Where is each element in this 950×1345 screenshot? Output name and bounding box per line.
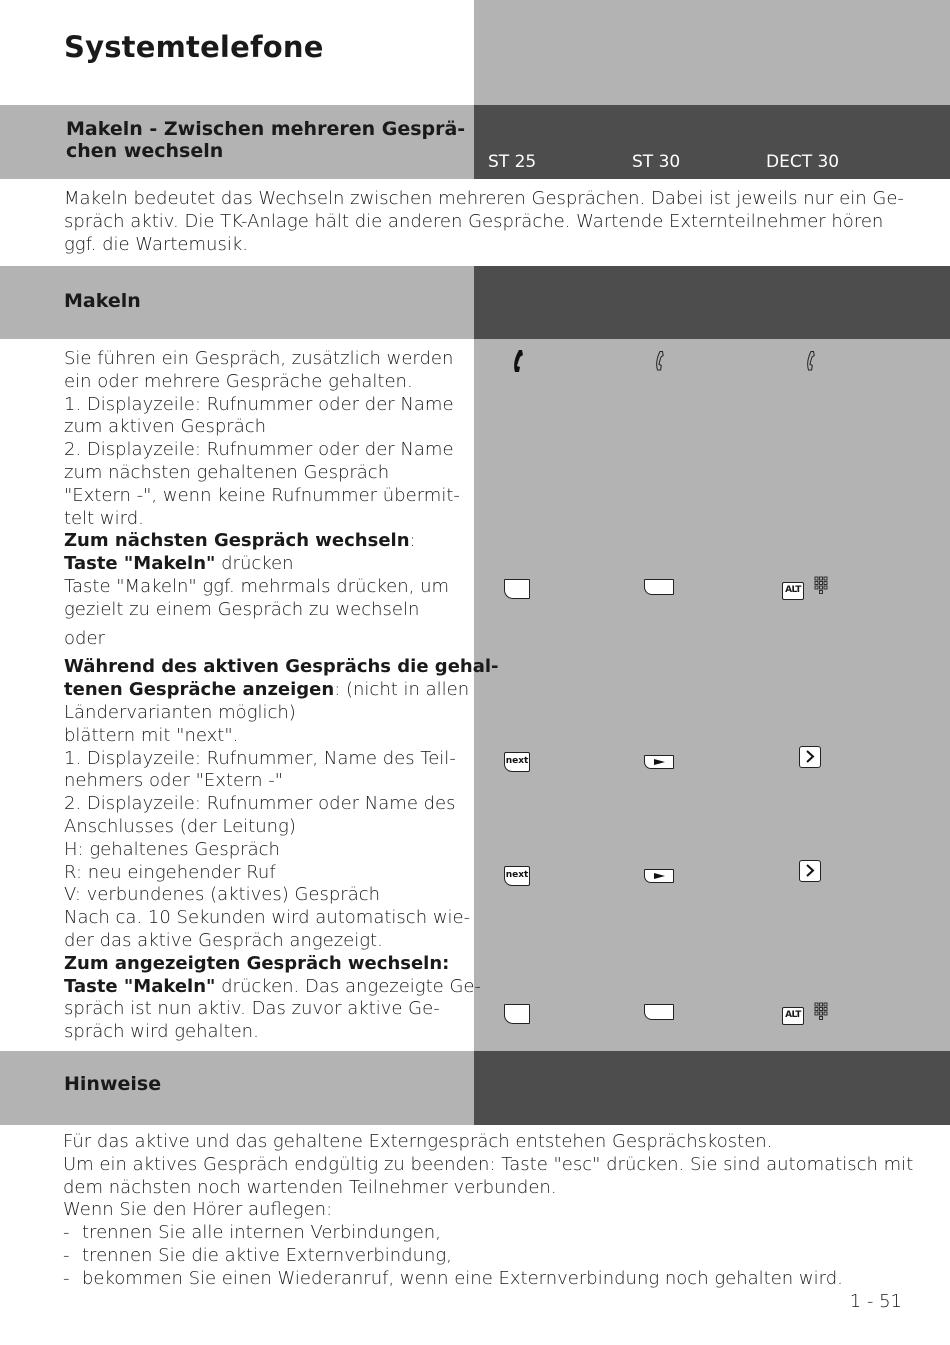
bullet-item	[63, 1222, 913, 1245]
bullet-text: trennen Sie die aktive Externverbindung,	[82, 1244, 452, 1266]
makeln-line	[64, 530, 474, 553]
next-key-icon: next	[504, 866, 530, 886]
text: :	[409, 530, 416, 552]
makeln-line: spräch wird gehalten.	[64, 1021, 259, 1043]
intro-line: ggf. die Wartemusik.	[64, 233, 248, 255]
arrow-right-key-icon	[644, 869, 674, 883]
chevron-right-key-icon	[799, 860, 821, 882]
section-heading-line2: chen wechseln	[66, 140, 224, 162]
hinweise-line: Wenn Sie den Hörer auflegen:	[63, 1199, 333, 1221]
hinweise-line: Um ein aktives Gespräch endgültig zu beenden: Taste "esc" drücken. Sie sind automatisch mit	[63, 1153, 914, 1175]
makeln-line: gezielt zu einem Gespräch zu wechseln	[64, 598, 420, 620]
makeln-icon-column	[474, 339, 950, 1051]
makeln-key-icon	[504, 1004, 530, 1024]
makeln-line: blättern mit "next".	[64, 724, 239, 746]
keypad-icon	[814, 576, 828, 596]
next-key-icon: next	[504, 752, 530, 772]
arrow-right-key-icon	[644, 755, 674, 769]
makeln-line: H: gehaltenes Gespräch	[64, 838, 280, 860]
makeln-key-icon	[504, 579, 530, 599]
handset-outline-icon	[803, 350, 817, 372]
section-heading-line1: Makeln - Zwischen mehreren Gesprä-	[66, 118, 466, 140]
makeln-line	[64, 656, 499, 679]
makeln-heading: Makeln	[64, 290, 141, 312]
makeln-line: Nach ca. 10 Sekunden wird automatisch wie-	[64, 907, 471, 929]
makeln-line: telt wird.	[64, 507, 144, 529]
bullet-text: bekommen Sie einen Wiederanruf, wenn eine Externverbindung noch gehalten wird.	[82, 1267, 843, 1289]
section-heading	[66, 118, 465, 162]
model-label-st30: ST 30	[632, 152, 681, 172]
makeln-line: zum aktiven Gespräch	[64, 416, 267, 438]
makeln-line: V: verbundenes (aktives) Gespräch	[64, 884, 381, 906]
chevron-right-key-icon	[799, 746, 821, 768]
makeln-line: ein oder mehrere Gespräche gehalten.	[64, 370, 413, 392]
text: drücken	[215, 553, 294, 575]
bold-label: Während des aktiven Gesprächs die gehal-	[64, 656, 499, 678]
makeln-key-icon	[644, 579, 674, 595]
alt-key-icon: ALT	[782, 1007, 804, 1025]
alt-key-icon: ALT	[782, 582, 804, 600]
model-label-dect30: DECT 30	[766, 152, 840, 172]
bullet-marker: -	[63, 1267, 70, 1289]
hinweise-header-right-band	[474, 1051, 950, 1125]
bold-label: Zum nächsten Gespräch wechseln	[64, 530, 410, 552]
handset-outline-icon	[652, 350, 666, 372]
makeln-line: 1. Displayzeile: Rufnummer, Name des Teil-	[64, 747, 456, 769]
text: drücken. Das angezeigte Ge-	[215, 975, 481, 997]
intro-line: spräch aktiv. Die TK-Anlage hält die anderen Gespräche. Wartende Externteilnehmer hören	[64, 210, 884, 232]
hinweise-line: Für das aktive und das gehaltene Externgespräch entstehen Gesprächskosten.	[63, 1131, 773, 1152]
hinweise-line: dem nächsten noch wartenden Teilnehmer verbunden.	[63, 1176, 557, 1198]
bullet-marker: -	[63, 1222, 70, 1244]
model-label-st25: ST 25	[488, 152, 537, 172]
bold-label: Taste "Makeln"	[64, 975, 216, 997]
makeln-line: Anschlusses (der Leitung)	[64, 815, 296, 837]
bullet-item	[63, 1268, 913, 1291]
makeln-line: 1. Displayzeile: Rufnummer oder der Name	[64, 393, 454, 415]
makeln-body	[64, 348, 499, 1044]
bullet-item	[63, 1245, 913, 1268]
makeln-line: der das aktive Gespräch angezeigt.	[64, 929, 383, 951]
makeln-line: Sie führen ein Gespräch, zusätzlich werden	[64, 348, 454, 369]
hinweise-body	[63, 1131, 913, 1291]
section-header-right-band	[474, 105, 950, 179]
bold-label: Taste "Makeln"	[64, 553, 216, 575]
bullet-marker: -	[63, 1244, 70, 1266]
page-title: Systemtelefone	[64, 30, 324, 64]
makeln-line: 2. Displayzeile: Rufnummer oder Name des	[64, 793, 456, 815]
makeln-line: 2. Displayzeile: Rufnummer oder der Name	[64, 439, 454, 461]
makeln-line: spräch ist nun aktiv. Das zuvor aktive Ge-	[64, 998, 440, 1020]
intro-line: Makeln bedeutet das Wechseln zwischen mehreren Gesprächen. Dabei ist jeweils nur ein Ge-	[64, 188, 904, 209]
intro-paragraph	[64, 188, 904, 256]
oder-line: oder	[64, 627, 105, 649]
header-right-band	[474, 0, 950, 105]
makeln-line: R: neu eingehender Ruf	[64, 861, 276, 883]
text: : (nicht in allen	[334, 679, 470, 701]
makeln-line	[64, 953, 474, 976]
bold-label: Zum angezeigten Gespräch wechseln:	[64, 952, 450, 974]
makeln-header-right-band	[474, 266, 950, 339]
keypad-icon	[814, 1002, 828, 1022]
makeln-line: Ländervarianten möglich)	[64, 701, 296, 723]
bold-label: tenen Gespräche anzeigen	[64, 679, 335, 701]
makeln-line	[64, 553, 474, 576]
page-number: 1 - 51	[849, 1291, 902, 1312]
hinweise-heading: Hinweise	[64, 1073, 162, 1095]
makeln-line: Taste "Makeln" ggf. mehrmals drücken, um	[64, 575, 450, 597]
bullet-text: trennen Sie alle internen Verbindungen,	[82, 1222, 441, 1244]
handset-offhook-icon	[508, 348, 526, 374]
makeln-line: "Extern -", wenn keine Rufnummer übermit-	[64, 484, 460, 506]
makeln-line: nehmers oder "Extern -"	[64, 770, 284, 792]
makeln-line: zum nächsten gehaltenen Gespräch	[64, 461, 390, 483]
makeln-key-icon	[644, 1004, 674, 1020]
makeln-line	[64, 679, 474, 702]
makeln-line	[64, 975, 481, 999]
